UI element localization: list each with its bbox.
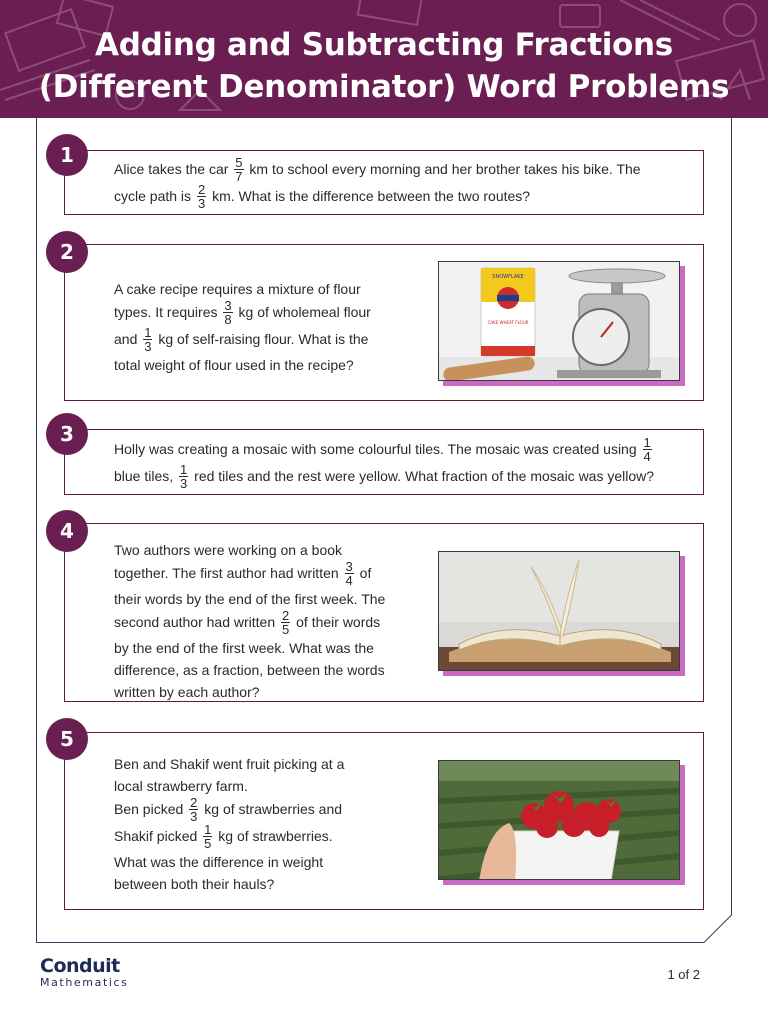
- page-number: 1 of 2: [667, 967, 700, 982]
- question-3-line-1: Holly was creating a mosaic with some colourful tiles. The mosaic was created using $\frac{1}{4}$: [114, 435, 651, 464]
- fraction: $\frac{1}{3}$: [144, 325, 152, 354]
- question-number-badge: 2: [46, 231, 88, 273]
- question-2-text: A cake recipe requires a mixture of flour types. It requires $\frac{3}{8}$ kg of wholemeal flour and $\frac{1}{3}$ kg of self-raising flour. What is the total weight of flour used in the recipe?: [114, 278, 414, 376]
- flour-brand-text: SNOWFLAKE: [492, 274, 524, 280]
- fraction: $\frac{5}{7}$: [235, 155, 243, 184]
- question-4-text: Two authors were working on a book together. The first author had written $\frac{3}{4}$ of their words by the end of the first week. The second author had written $\frac{2}{5}$ of their words by the end of the first week. What was the difference, as a fraction, between the words written by each author?: [114, 539, 424, 703]
- fraction: $\frac{2}{3}$: [190, 795, 198, 824]
- title-line-1: Adding and Subtracting Fractions: [95, 27, 673, 63]
- fraction: $\frac{2}{5}$: [282, 608, 290, 637]
- question-1-line-2: cycle path is $\frac{2}{3}$ km. What is the difference between the two routes?: [114, 182, 531, 211]
- question-number-badge: 1: [46, 134, 88, 176]
- question-5-line-3: Ben picked $\frac{2}{3}$ kg of strawberries and: [114, 795, 343, 824]
- fraction: $\frac{1}{4}$: [643, 435, 651, 464]
- question-5-text: Ben and Shakif went fruit picking at a local strawberry farm. Ben picked $\frac{2}{3}$ kg of strawberries and Shakif picked $\frac{1}{5}$ kg of strawberries. What was the difference in weight between both their hauls?: [114, 753, 414, 895]
- flour-label-text: CAKE WHEAT FLOUR: [487, 320, 529, 325]
- question-3-line-2: blue tiles, $\frac{1}{3}$ red tiles and the rest were yellow. What fraction of the mosaic was yellow?: [114, 462, 655, 491]
- question-number-badge: 3: [46, 413, 88, 455]
- question-1-line-1: Alice takes the car $\frac{5}{7}$ km to school every morning and her brother takes his bike. The: [114, 155, 641, 184]
- flour-and-kitchen-scale-photo: [438, 261, 680, 381]
- question-2-line-3: and $\frac{1}{3}$ kg of self-raising flour. What is the: [114, 325, 369, 354]
- fraction: $\frac{1}{5}$: [204, 822, 212, 851]
- fraction: $\frac{3}{8}$: [224, 298, 232, 327]
- question-number-badge: 4: [46, 510, 88, 552]
- conduit-logo: [40, 955, 129, 989]
- fraction: $\frac{2}{3}$: [197, 182, 206, 211]
- question-1-text: [114, 157, 674, 211]
- brand-name: Conduit: [40, 955, 120, 977]
- question-3-text: [114, 437, 684, 491]
- brand-subtitle: Mathematics: [40, 976, 129, 989]
- fraction: $\frac{1}{3}$: [180, 462, 188, 491]
- header-banner: [0, 0, 768, 118]
- page-title: [0, 24, 768, 108]
- open-book-photo: [438, 551, 680, 671]
- title-line-2: (Different Denominator) Word Problems: [38, 69, 730, 105]
- strawberries-bucket-photo: [438, 760, 680, 880]
- question-4-line-4: second author had written $\frac{2}{5}$ of their words: [114, 608, 381, 637]
- question-5-line-4: Shakif picked $\frac{1}{5}$ kg of strawberries.: [114, 822, 333, 851]
- question-2-line-2: types. It requires $\frac{3}{8}$ kg of wholemeal flour: [114, 298, 371, 327]
- question-4-line-2: together. The first author had written $\frac{3}{4}$ of: [114, 559, 372, 588]
- question-number-badge: 5: [46, 718, 88, 760]
- fraction: $\frac{3}{4}$: [345, 559, 353, 588]
